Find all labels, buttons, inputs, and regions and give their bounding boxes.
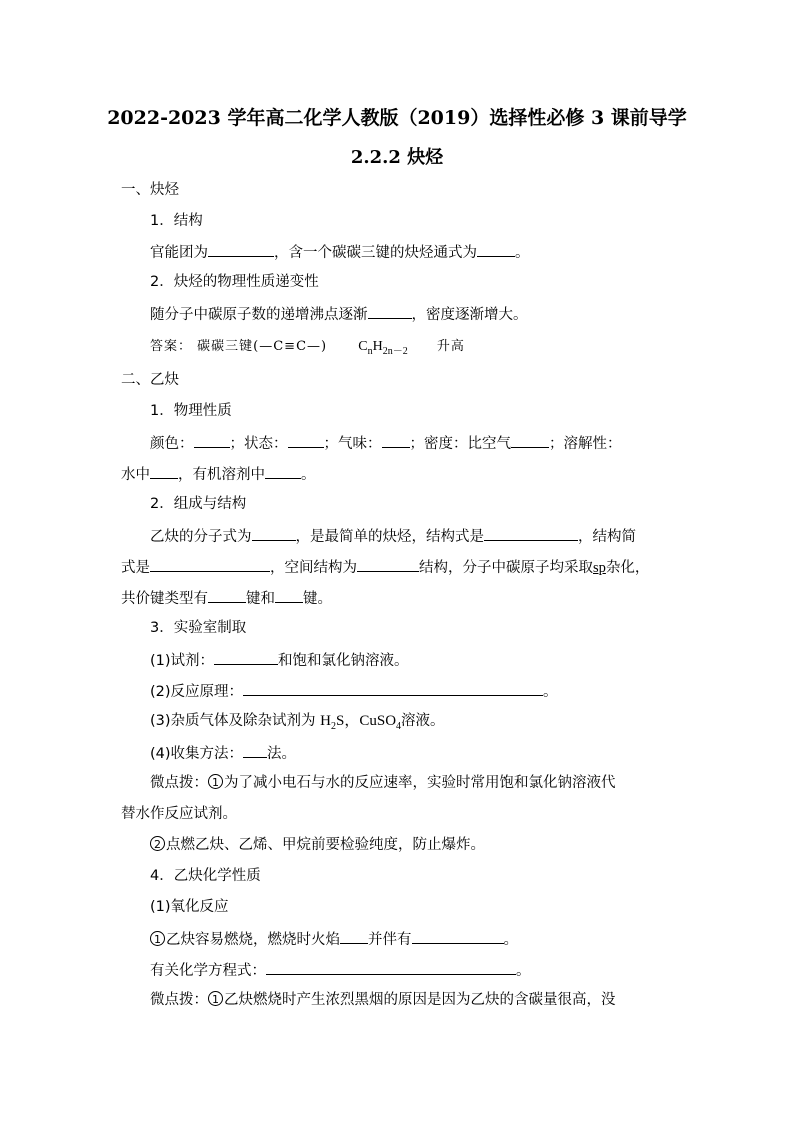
s2-tip1-line1: 微点拨： 1 为了减小电石与水的反应速率，实验时常用饱和氯化钠溶液代 xyxy=(150,775,616,791)
s1-physical-question: 随分子中碳原子数的递增沸点逐渐 ，密度逐渐增大。 xyxy=(150,303,528,325)
s2-lab-principle: (2)反应原理： 。 xyxy=(150,680,558,702)
section-heading-2: 二、乙炔 xyxy=(121,372,179,388)
answer-blank[interactable] xyxy=(477,241,515,257)
circled-number: 1 xyxy=(208,991,223,1006)
s2-chem-oxidation: (1)氧化反应 xyxy=(150,899,229,915)
answer-blank[interactable] xyxy=(511,432,549,448)
answer-blank[interactable] xyxy=(150,556,270,572)
doc-subtitle: 2.2.2 炔烃 xyxy=(350,147,444,168)
answer-blank[interactable] xyxy=(266,959,516,975)
answer-blank[interactable] xyxy=(150,463,178,479)
s2-lab-reagent: (1)试剂： 和饱和氯化钠溶液。 xyxy=(150,649,409,671)
circled-number: 2 xyxy=(150,836,165,851)
circled-number: 1 xyxy=(150,931,165,946)
s2-tip1-line2: 替水作反应试剂。 xyxy=(121,806,237,822)
s2-physical-title: 1．物理性质 xyxy=(150,403,232,419)
s2-physical-line1: 颜色： ；状态： ；气味： ；密度：比空气 ；溶解性： xyxy=(150,432,622,454)
answer-blank[interactable] xyxy=(368,303,412,319)
s2-composition-line1: 乙炔的分子式为 ，是最简单的炔烃，结构式是 ，结构简 xyxy=(150,525,636,547)
s2-composition-line3: 共价键类型有 键和 键。 xyxy=(121,587,332,609)
answer-blank[interactable] xyxy=(412,928,504,944)
s2-lab-collect: (4)收集方法： 法。 xyxy=(150,742,296,764)
answer-blank[interactable] xyxy=(275,587,303,603)
answer-blank[interactable] xyxy=(208,587,246,603)
s1-structure-question: 官能团为 ，含一个碳碳三键的炔烃通式为 。 xyxy=(150,241,530,263)
doc-title: 2022-2023 学年高二化学人教版（2019）选择性必修 3 课前导学 xyxy=(107,107,687,129)
s1-answer: 答案： 碳碳三键(—C≡C—) $C_nH_{2n-2}$ 升高 xyxy=(150,339,465,357)
s1-physical-title: 2．炔烃的物理性质递变性 xyxy=(150,274,319,290)
answer-blank[interactable] xyxy=(382,432,410,448)
answer-blank[interactable] xyxy=(288,432,324,448)
answer-blank[interactable] xyxy=(484,525,578,541)
answer-blank[interactable] xyxy=(340,928,368,944)
answer-blank[interactable] xyxy=(243,742,267,758)
s2-chem-title: 4．乙炔化学性质 xyxy=(150,868,261,884)
s2-composition-title: 2．组成与结构 xyxy=(150,496,247,512)
s2-chem-line1: 1 乙炔容易燃烧，燃烧时火焰 并伴有 。 xyxy=(150,928,518,950)
answer-blank[interactable] xyxy=(194,432,230,448)
s2-physical-line2: 水中 ，有机溶剂中 。 xyxy=(121,463,316,485)
s2-composition-line2: 式是 ，空间结构为 结构，分子中碳原子均采取sp杂化， xyxy=(121,556,649,578)
s2-tip2-line1: 微点拨： 1 乙炔燃烧时产生浓烈黑烟的原因是因为乙炔的含碳量很高，没 xyxy=(150,992,616,1008)
answer-blank[interactable] xyxy=(357,556,419,572)
circled-number: 1 xyxy=(208,774,223,789)
s1-structure-title: 1．结构 xyxy=(150,213,203,229)
section-heading-1: 一、炔烃 xyxy=(121,182,179,198)
answer-blank[interactable] xyxy=(243,680,543,696)
answer-blank[interactable] xyxy=(252,525,296,541)
answer-blank[interactable] xyxy=(214,649,278,665)
s2-chem-line2: 有关化学方程式： 。 xyxy=(150,959,531,981)
answer-blank[interactable] xyxy=(265,463,301,479)
s2-tip1-line3: 2 点燃乙炔、乙烯、甲烷前要检验纯度，防止爆炸。 xyxy=(150,835,485,855)
s2-lab-title: 3．实验室制取 xyxy=(150,620,247,636)
s2-lab-impurity: (3)杂质气体及除杂试剂为 $H_2S$，CuSO$_4$溶液。 xyxy=(150,713,445,732)
answer-blank[interactable] xyxy=(208,241,274,257)
